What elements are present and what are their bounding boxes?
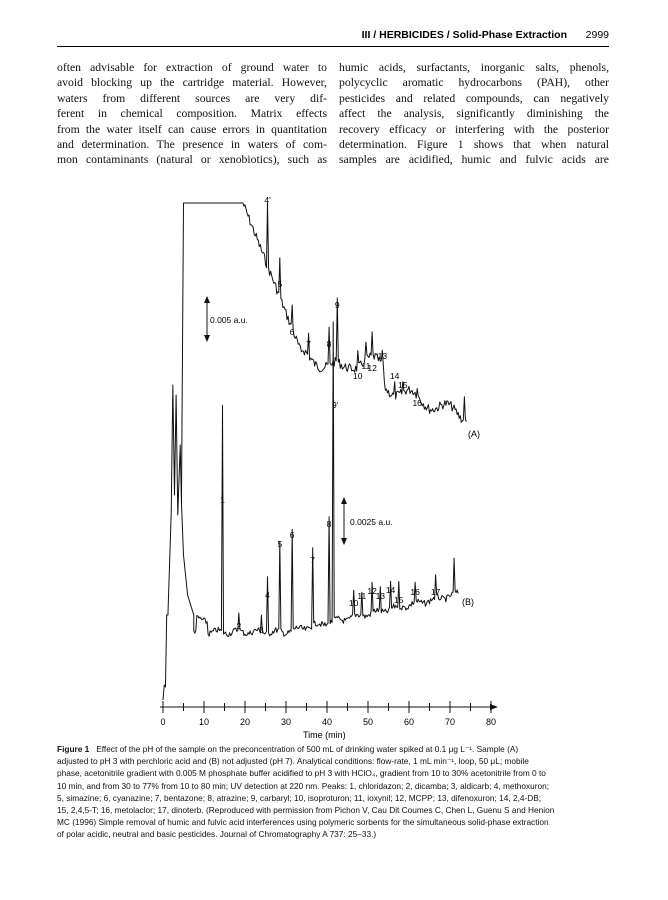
figure-label: Figure 1: [57, 744, 90, 754]
x-tick-label: 10: [198, 717, 210, 727]
peak-label-b: 10: [348, 598, 359, 608]
caption-line: 15, 2,4,5-T; 16, metolaclor; 17, dinoterb. (Reproduced with permission from Pichon V, Cau Dit Coumes C, Chen L, Guenu S and Henion: [57, 805, 555, 816]
x-axis-label: Time (min): [303, 730, 346, 740]
peak-label-b: 6: [289, 530, 295, 540]
text-line: humic acids, surfactants, inorganic salts, phenols,: [339, 61, 609, 74]
text-line: mon contaminants (natural or xenobiotics), such as: [57, 153, 327, 167]
text-line: recovery efficacy or interfering with the posterior: [339, 122, 609, 136]
chromatogram-figure: [150, 195, 510, 740]
caption-line: MC (1996) Simple removal of humic and fulvic acid interferences using polymeric sorbents for the simultaneous solid-phase extraction: [57, 817, 549, 828]
figure-caption: [57, 743, 611, 841]
text-line: affect the analysis, significantly diminishing the: [339, 107, 609, 121]
scale-bar-a: [204, 296, 248, 342]
scale-bar-b-label: 0.0025 a.u.: [350, 517, 393, 527]
peak-label-a: 6: [289, 327, 295, 337]
peak-label-b: 1: [220, 495, 225, 505]
body-text-left-column: [57, 60, 327, 168]
trace-b-line: [163, 322, 458, 700]
peak-label-b: 3: [259, 625, 264, 635]
header-title: III / HERBICIDES / Solid-Phase Extraction: [361, 29, 567, 41]
peak-label-a: 7: [306, 339, 311, 349]
text-line: waters from different sources are very dif-: [57, 91, 327, 105]
x-tick-label: 30: [280, 717, 292, 727]
body-text-right-column: [339, 60, 609, 168]
page-number: 2999: [585, 29, 609, 41]
text-line: samples are acidified, humic and fulvic acids are: [339, 153, 609, 167]
peak-label-a: 13: [377, 351, 388, 361]
peak-label-a: 12: [367, 363, 377, 373]
running-header: [57, 27, 609, 45]
peak-label-b: 11: [357, 591, 367, 601]
peak-label-b: 13: [375, 591, 386, 601]
peak-label-b: 15: [394, 595, 404, 605]
series-b-label: (B): [462, 597, 474, 607]
caption-line: adjusted to pH 3 with perchloric acid and (B) not adjusted (pH 7). Analytical conditions: flow-rate, 1 mL min⁻¹, loop, 50 μL; mobile: [57, 756, 529, 767]
peak-label-a: 5: [277, 279, 283, 289]
caption-line: Effect of the pH of the sample on the preconcentration of 500 mL of drinking water spiked at 0.1 μg L⁻¹. Sample (A): [96, 744, 519, 754]
x-tick-label: 50: [362, 717, 374, 727]
text-line: ferent in chemical composition. Matrix effects: [57, 107, 327, 121]
peak-label-b: 4: [265, 590, 270, 600]
header-rule: [57, 46, 609, 47]
peak-label-a: 8: [326, 339, 332, 349]
text-line: determination. Figure 1 shows that when natural: [339, 138, 609, 152]
text-line: often advisable for extraction of ground water to: [57, 61, 327, 74]
peak-label-a: 16: [412, 398, 422, 408]
peak-label-a: 11: [361, 361, 371, 371]
caption-line: 10 min, and from 30 to 77% from 10 to 80 min; UV detection at 220 nm. Peaks: 1, chloridazon; 2, dicamba; 3, aldicarb; 4, methoxuron;: [57, 780, 550, 791]
x-tick-label: 40: [321, 717, 333, 727]
x-tick-label: 70: [444, 717, 456, 727]
x-tick-label: 0: [160, 717, 166, 727]
peak-label-a: 4': [264, 195, 271, 205]
scale-bar-a-label: 0.005 a.u.: [210, 315, 248, 325]
peak-label-b: 7: [310, 555, 316, 565]
peak-label-b: 16: [410, 587, 420, 597]
peak-label-a: 9': [332, 400, 339, 410]
text-line: pesticides and related compounds, can negatively: [339, 91, 609, 105]
caption-line: 5, simazine; 6, cyanazine; 7, bentazone; 8, atrazine; 9, carbaryl; 10, isoproturon; 11, ioxynil; 12, MCPP; 13, difenoxuron; 14, 2,4-DB;: [57, 792, 542, 803]
peak-label-a: 9: [334, 300, 340, 310]
text-line: from the water itself can cause errors in quantitation: [57, 122, 327, 136]
text-line: polycyclic aromatic hydrocarbons (PAH), other: [339, 76, 609, 90]
trace-a-line: [181, 203, 466, 503]
x-tick-label: 60: [403, 717, 415, 727]
peak-label-a: 15: [398, 380, 408, 390]
peak-label-a: 10: [353, 371, 363, 381]
caption-line: phase, acetonitrile gradient with 0.005 M phosphate buffer acidified to pH 3 with HClO₄, gradient from 10 to 30% acetonitrile from 0 to: [57, 768, 546, 779]
text-line: and determination. The presence in waters of com-: [57, 138, 327, 152]
peak-label-b: 8: [326, 519, 332, 529]
caption-line: of polar acidic, neutral and basic pesticides. Journal of Chromatography A 737: 25–33.): [57, 829, 377, 840]
peak-label-b: 2: [236, 621, 242, 631]
x-tick-label: 80: [485, 717, 497, 727]
peak-label-b: 14: [385, 585, 396, 595]
series-a-label: (A): [468, 429, 480, 439]
scale-bar-b: [341, 497, 393, 545]
peak-label-a: 14: [389, 371, 400, 381]
x-tick-label: 20: [239, 717, 251, 727]
peak-label-b: 17: [430, 587, 441, 597]
text-line: avoid blocking up the cartridge material. However,: [57, 76, 327, 90]
peak-label-b: 12: [367, 586, 377, 596]
peak-label-b: 5: [277, 539, 283, 549]
